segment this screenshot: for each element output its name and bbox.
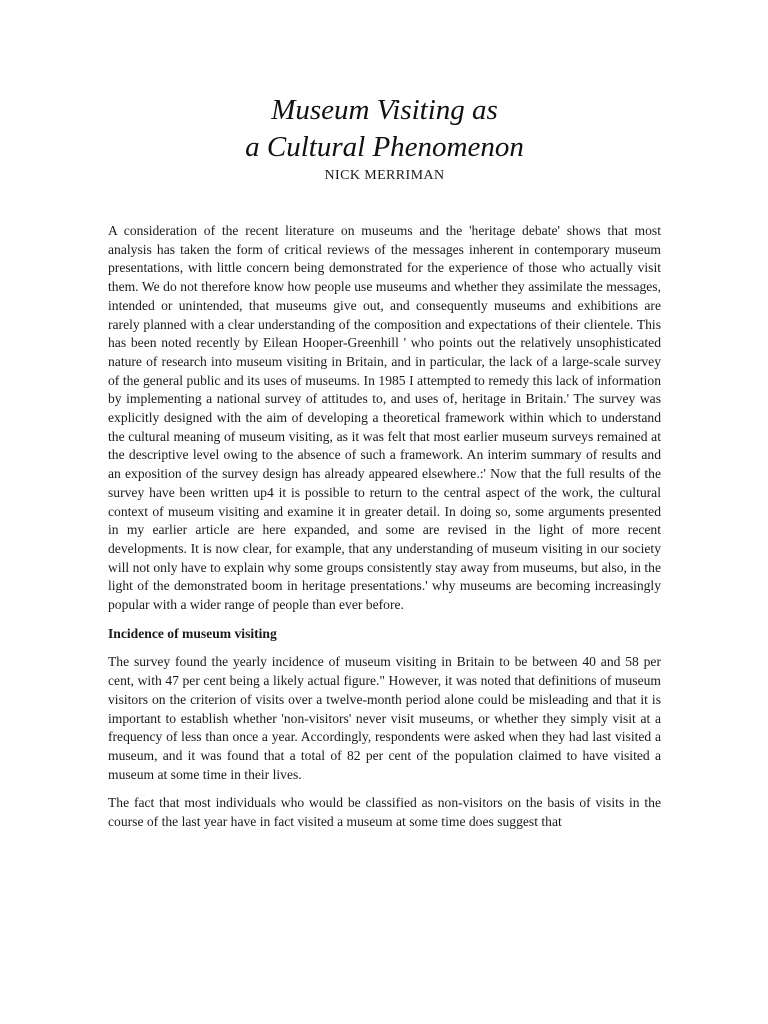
document-page [108,92,661,832]
document-title [108,92,661,166]
body-paragraph-3: The fact that most individuals who would be classified as non-visitors on the basis of visits in the course of the last year have in fact visited a museum at some time does suggest that [108,795,661,830]
body-paragraph-1: A consideration of the recent literature on museums and the 'heritage debate' shows that most analysis has taken the form of critical reviews of the messages inherent in contemporary museum presentations, with little concern being demonstrated for the experience of those who actually visit them. We do not therefore know how people use museums and whether they assimilate the messages, intended or unintended, that museums give out, and consequently museums and exhibitions are rarely planned with a clear understanding of the composition and expectations of their clientele. This has been noted recently by Eilean Hooper-Greenhill ' who points out the relatively unsophisticated nature of research into museum visiting in Britain, and in particular, the lack of a large-scale survey of the general public and its uses of museums. In 1985 I attempted to remedy this lack of information by implementing a national survey of attitudes to, and uses of, heritage in Britain.' The survey was explicitly designed with the aim of developing a theoretical framework within which to understand the cultural meaning of museum visiting, as it was felt that most earlier museum surveys remained at the descriptive level owing to the absence of such a framework. An interim summary of results and an exposition of the survey design has already appeared elsewhere.:' Now that the full results of the survey have been written up4 it is possible to return to the central aspect of the work, the cultural context of museum visiting and examine it in greater detail. In doing so, some arguments presented in my earlier article are here expanded, and some are revised in the light of more recent developments. It is now clear, for example, that any understanding of museum visiting in our society will not only have to explain why some groups consistently stay away from museums, but also, in the light of the demonstrated boom in heritage presentations.' why museums are becoming increasingly popular with a wider range of people than ever before. [108,223,661,613]
body-paragraph-2: The survey found the yearly incidence of museum visiting in Britain to be between 40 and 58 per cent, with 47 per cent being a likely actual figure." However, it was noted that definitions of museum visitors on the criterion of visits over a twelve-month period alone could be misleading and that it is important to establish whether 'non-visitors' never visit museums, or whether they simply visit at a frequency of less than once a year. Accordingly, respondents were asked when they had last visited a museum, and it was found that a total of 82 per cent of the population claimed to have visited a museum at some time in their lives. [108,654,661,782]
title-line-1: Museum Visiting as [271,94,498,126]
author-name: NICK MERRIMAN [324,168,445,183]
title-line-2: a Cultural Phenomenon [245,131,524,163]
section-heading: Incidence of museum visiting [108,625,277,641]
